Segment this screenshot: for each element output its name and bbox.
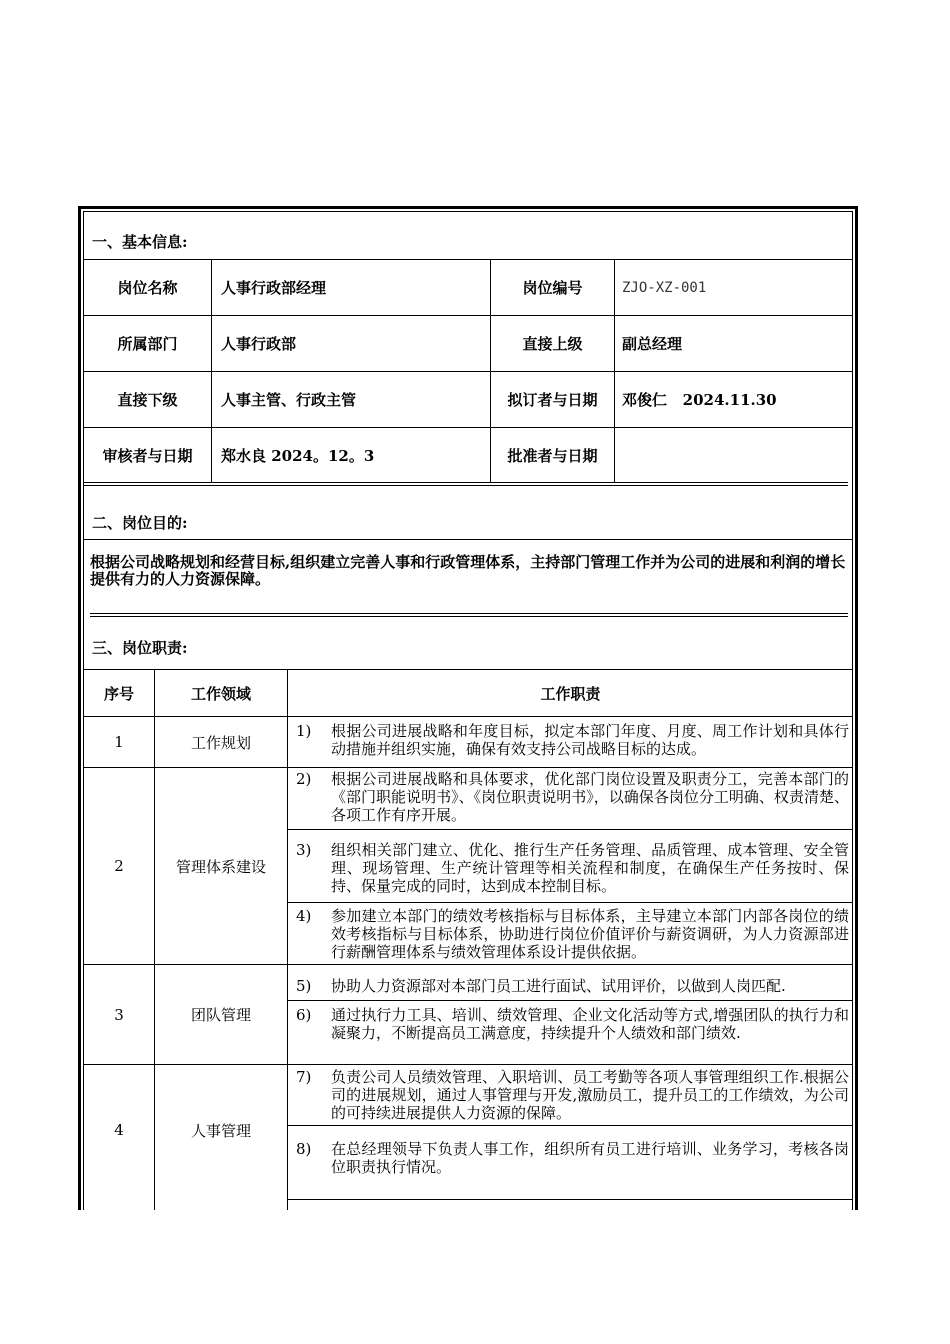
value-approver	[622, 428, 850, 482]
purpose-text: 根据公司战略规划和经营目标,组织建立完善人事和行政管理体系，主持部门管理工作并为公司的进展和利润的增长提供有力的人力资源保障。	[90, 553, 846, 588]
label-department: 所属部门	[117, 335, 178, 353]
duty-number: 7)	[296, 1068, 312, 1086]
value-department: 人事行政部	[221, 335, 297, 353]
duty-text: 根据公司进展战略和具体要求，优化部门岗位设置及职责分工，完善本部门的《部门职能说明书》、《岗位职责说明书》，以确保各岗位分工明确、权责清楚、各项工作有序开展。	[331, 770, 849, 824]
work-area: 人事管理	[190, 1121, 251, 1140]
duty-text: 在总经理领导下负责人事工作，组织所有员工进行培训、业务学习，考核各岗位职责执行情况。	[331, 1140, 849, 1176]
label-position-name: 岗位名称	[117, 279, 178, 297]
grid-line	[84, 539, 853, 540]
duty-text: 负责公司人员绩效管理、入职培训、员工考勤等各项人事管理组织工作.根据公司的进展规划，通过人事管理与开发,激励员工，提升员工的工作绩效，为公司的可持续进展提供人力资源的保障。	[331, 1068, 849, 1122]
row-number: 1	[114, 733, 124, 751]
section-purpose-title: 二、岗位目的:	[92, 514, 188, 532]
grid-line	[614, 259, 615, 483]
section-basic-info-title: 一、基本信息:	[92, 233, 188, 251]
duty-number: 5)	[296, 977, 312, 995]
value-reviewer: 郑水良 2024。12。3	[221, 446, 375, 465]
grid-line	[287, 1000, 853, 1001]
grid-line	[90, 616, 848, 617]
label-approver: 批准者与日期	[507, 446, 598, 465]
row-number: 2	[114, 857, 124, 875]
value-position-code: ZJO-XZ-001	[622, 279, 707, 296]
duty-number: 4)	[296, 907, 312, 925]
work-area: 管理体系建设	[175, 857, 266, 876]
column-header-duties: 工作职责	[540, 684, 601, 703]
grid-line	[287, 669, 288, 1210]
grid-line	[211, 259, 212, 483]
label-position-code: 岗位编号	[522, 279, 583, 297]
duty-number: 6)	[296, 1006, 312, 1024]
grid-line	[287, 902, 853, 903]
grid-line	[84, 482, 848, 483]
row-number: 4	[114, 1121, 124, 1139]
duty-number: 8)	[296, 1140, 312, 1158]
value-subordinate: 人事主管、行政主管	[221, 391, 357, 409]
value-position-name: 人事行政部经理	[221, 279, 327, 297]
label-superior: 直接上级	[522, 335, 583, 353]
duty-text: 根据公司进展战略和年度目标，拟定本部门年度、月度、周工作计划和具体行动措施并组织实施，确保有效支持公司战略目标的达成。	[331, 722, 849, 758]
label-reviewer: 审核者与日期	[102, 446, 193, 465]
duty-text: 组织相关部门建立、优化、推行生产任务管理、品质管理、成本管理、安全管理、现场管理、生产统计管理等相关流程和制度，在确保生产任务按时、保持、保量完成的同时，达到成本控制目标。	[331, 841, 849, 895]
duty-number: 1)	[296, 722, 312, 740]
duty-number: 2)	[296, 770, 312, 788]
column-header-no: 序号	[103, 684, 134, 703]
work-area: 工作规划	[190, 733, 251, 752]
value-drafter: 邓俊仁 2024.11.30	[622, 391, 777, 409]
column-header-area: 工作领域	[190, 684, 251, 703]
grid-line	[84, 485, 848, 486]
grid-line	[287, 829, 853, 830]
duty-text: 通过执行力工具、培训、绩效管理、企业文化活动等方式,增强团队的执行力和凝聚力，不断提高员工满意度，持续提升个人绩效和部门绩效.	[331, 1006, 849, 1042]
grid-line	[287, 1199, 853, 1200]
value-superior: 副总经理	[622, 335, 683, 353]
grid-line	[90, 613, 848, 614]
duty-text: 协助人力资源部对本部门员工进行面试、试用评价，以做到人岗匹配.	[331, 977, 786, 995]
grid-line	[287, 1125, 853, 1126]
row-number: 3	[114, 1005, 124, 1024]
label-subordinate: 直接下级	[117, 391, 178, 409]
label-drafter: 拟订者与日期	[507, 391, 598, 409]
duty-number: 3)	[296, 841, 312, 859]
work-area: 团队管理	[190, 1006, 251, 1024]
section-duties-title: 三、岗位职责:	[92, 639, 188, 657]
duty-text: 参加建立本部门的绩效考核指标与目标体系，主导建立本部门内部各岗位的绩效考核指标与目标体系，协助进行岗位价值评价与薪资调研，为人力资源部进行薪酬管理体系与绩效管理体系设计提供依据。	[331, 907, 849, 961]
